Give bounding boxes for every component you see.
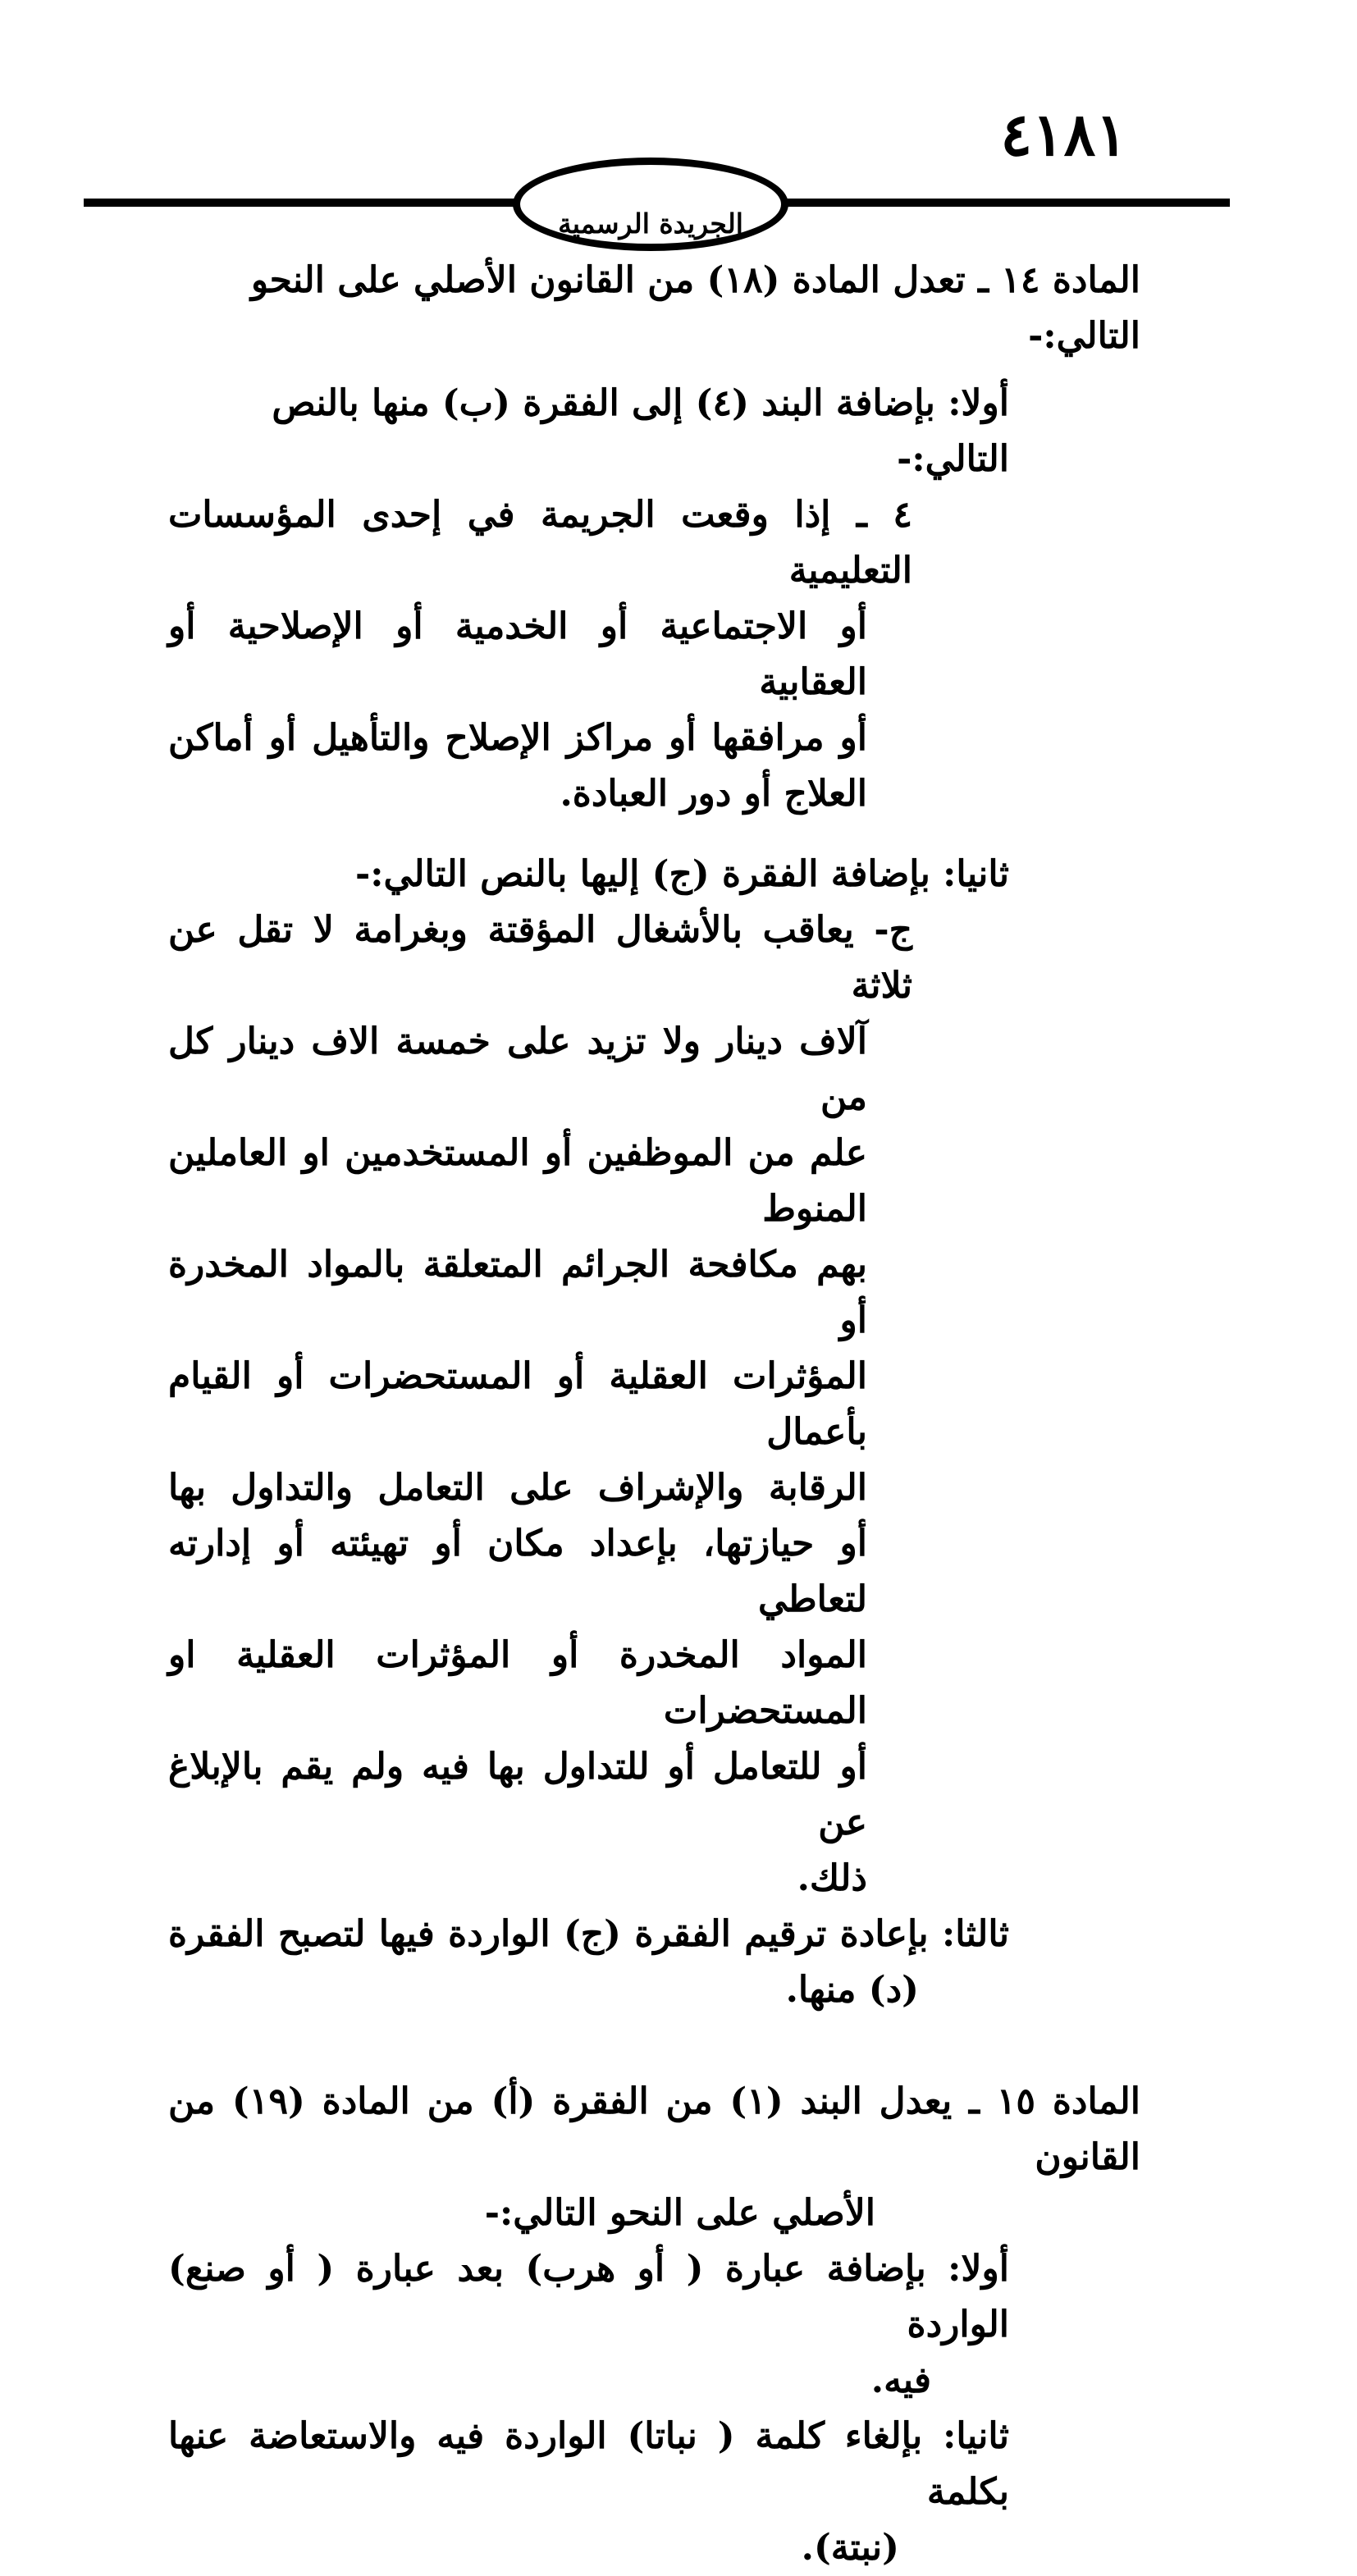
text-line: (نبتة). bbox=[801, 2527, 899, 2569]
text-line: ٤ ـ إذا وقعت الجريمة في إحدى المؤسسات التعليمية bbox=[168, 494, 912, 591]
text-line: ثانيا: بإلغاء كلمة ( نباتا) الواردة فيه والاستعاضة عنها بكلمة bbox=[168, 2415, 1009, 2513]
text-line: المؤثرات العقلية أو المستحضرات أو القيام بأعمال bbox=[168, 1355, 867, 1453]
text-line: الأصلي على النحو التالي:- bbox=[484, 2192, 875, 2234]
text-line: أو للتعامل أو للتداول بها فيه ولم يقم بالإبلاغ عن bbox=[168, 1746, 867, 1843]
document-body bbox=[168, 253, 1140, 2576]
gazette-badge-label: الجريدة الرسمية bbox=[558, 207, 743, 240]
text-line: ثالثا: بإعادة ترقيم الفقرة (ج) الواردة فيها لتصبح الفقرة bbox=[168, 1913, 1009, 1955]
text-line: آلاف دينار ولا تزيد على خمسة الاف دينار كل من bbox=[168, 1021, 867, 1118]
text-line: علم من الموظفين أو المستخدمين او العاملين المنوط bbox=[168, 1132, 867, 1230]
text-line: أو مرافقها أو مراكز الإصلاح والتأهيل أو أماكن bbox=[168, 717, 867, 759]
gazette-badge bbox=[513, 158, 788, 251]
text-line: الرقابة والإشراف على التعامل والتداول بها bbox=[168, 1467, 867, 1509]
text-line: أولا: بإضافة البند (٤) إلى الفقرة (ب) منها بالنص التالي:- bbox=[272, 382, 1009, 480]
text-line: المادة ١٥ ـ يعدل البند (١) من الفقرة (أ) من المادة (١٩) من القانون bbox=[168, 2080, 1140, 2178]
text-line: المادة ١٤ ـ تعدل المادة (١٨) من القانون الأصلي على النحو التالي:- bbox=[250, 259, 1140, 357]
text-line: ثانيا: بإضافة الفقرة (ج) إليها بالنص التالي:- bbox=[354, 853, 1009, 895]
text-line: ج- يعاقب بالأشغال المؤقتة وبغرامة لا تقل عن ثلاثة bbox=[168, 909, 912, 1007]
text-line: العلاج أو دور العبادة. bbox=[560, 773, 867, 815]
text-line: أو الاجتماعية أو الخدمية أو الإصلاحية أو العقابية bbox=[168, 605, 867, 703]
text-line: أو حيازتها، بإعداد مكان أو تهيئته أو إدارته لتعاطي bbox=[168, 1523, 867, 1620]
text-line: فيه. bbox=[870, 2359, 931, 2401]
text-line: أولا: بإضافة عبارة ( أو هرب) بعد عبارة ( أو صنع) الواردة bbox=[168, 2248, 1009, 2345]
text-line: (د) منها. bbox=[785, 1969, 919, 2011]
text-line: ذلك. bbox=[797, 1857, 867, 1899]
text-line: المواد المخدرة أو المؤثرات العقلية او المستحضرات bbox=[168, 1634, 867, 1732]
text-line: بهم مكافحة الجرائم المتعلقة بالمواد المخدرة أو bbox=[168, 1244, 867, 1341]
page-number: ٤١٨١ bbox=[1000, 99, 1127, 169]
